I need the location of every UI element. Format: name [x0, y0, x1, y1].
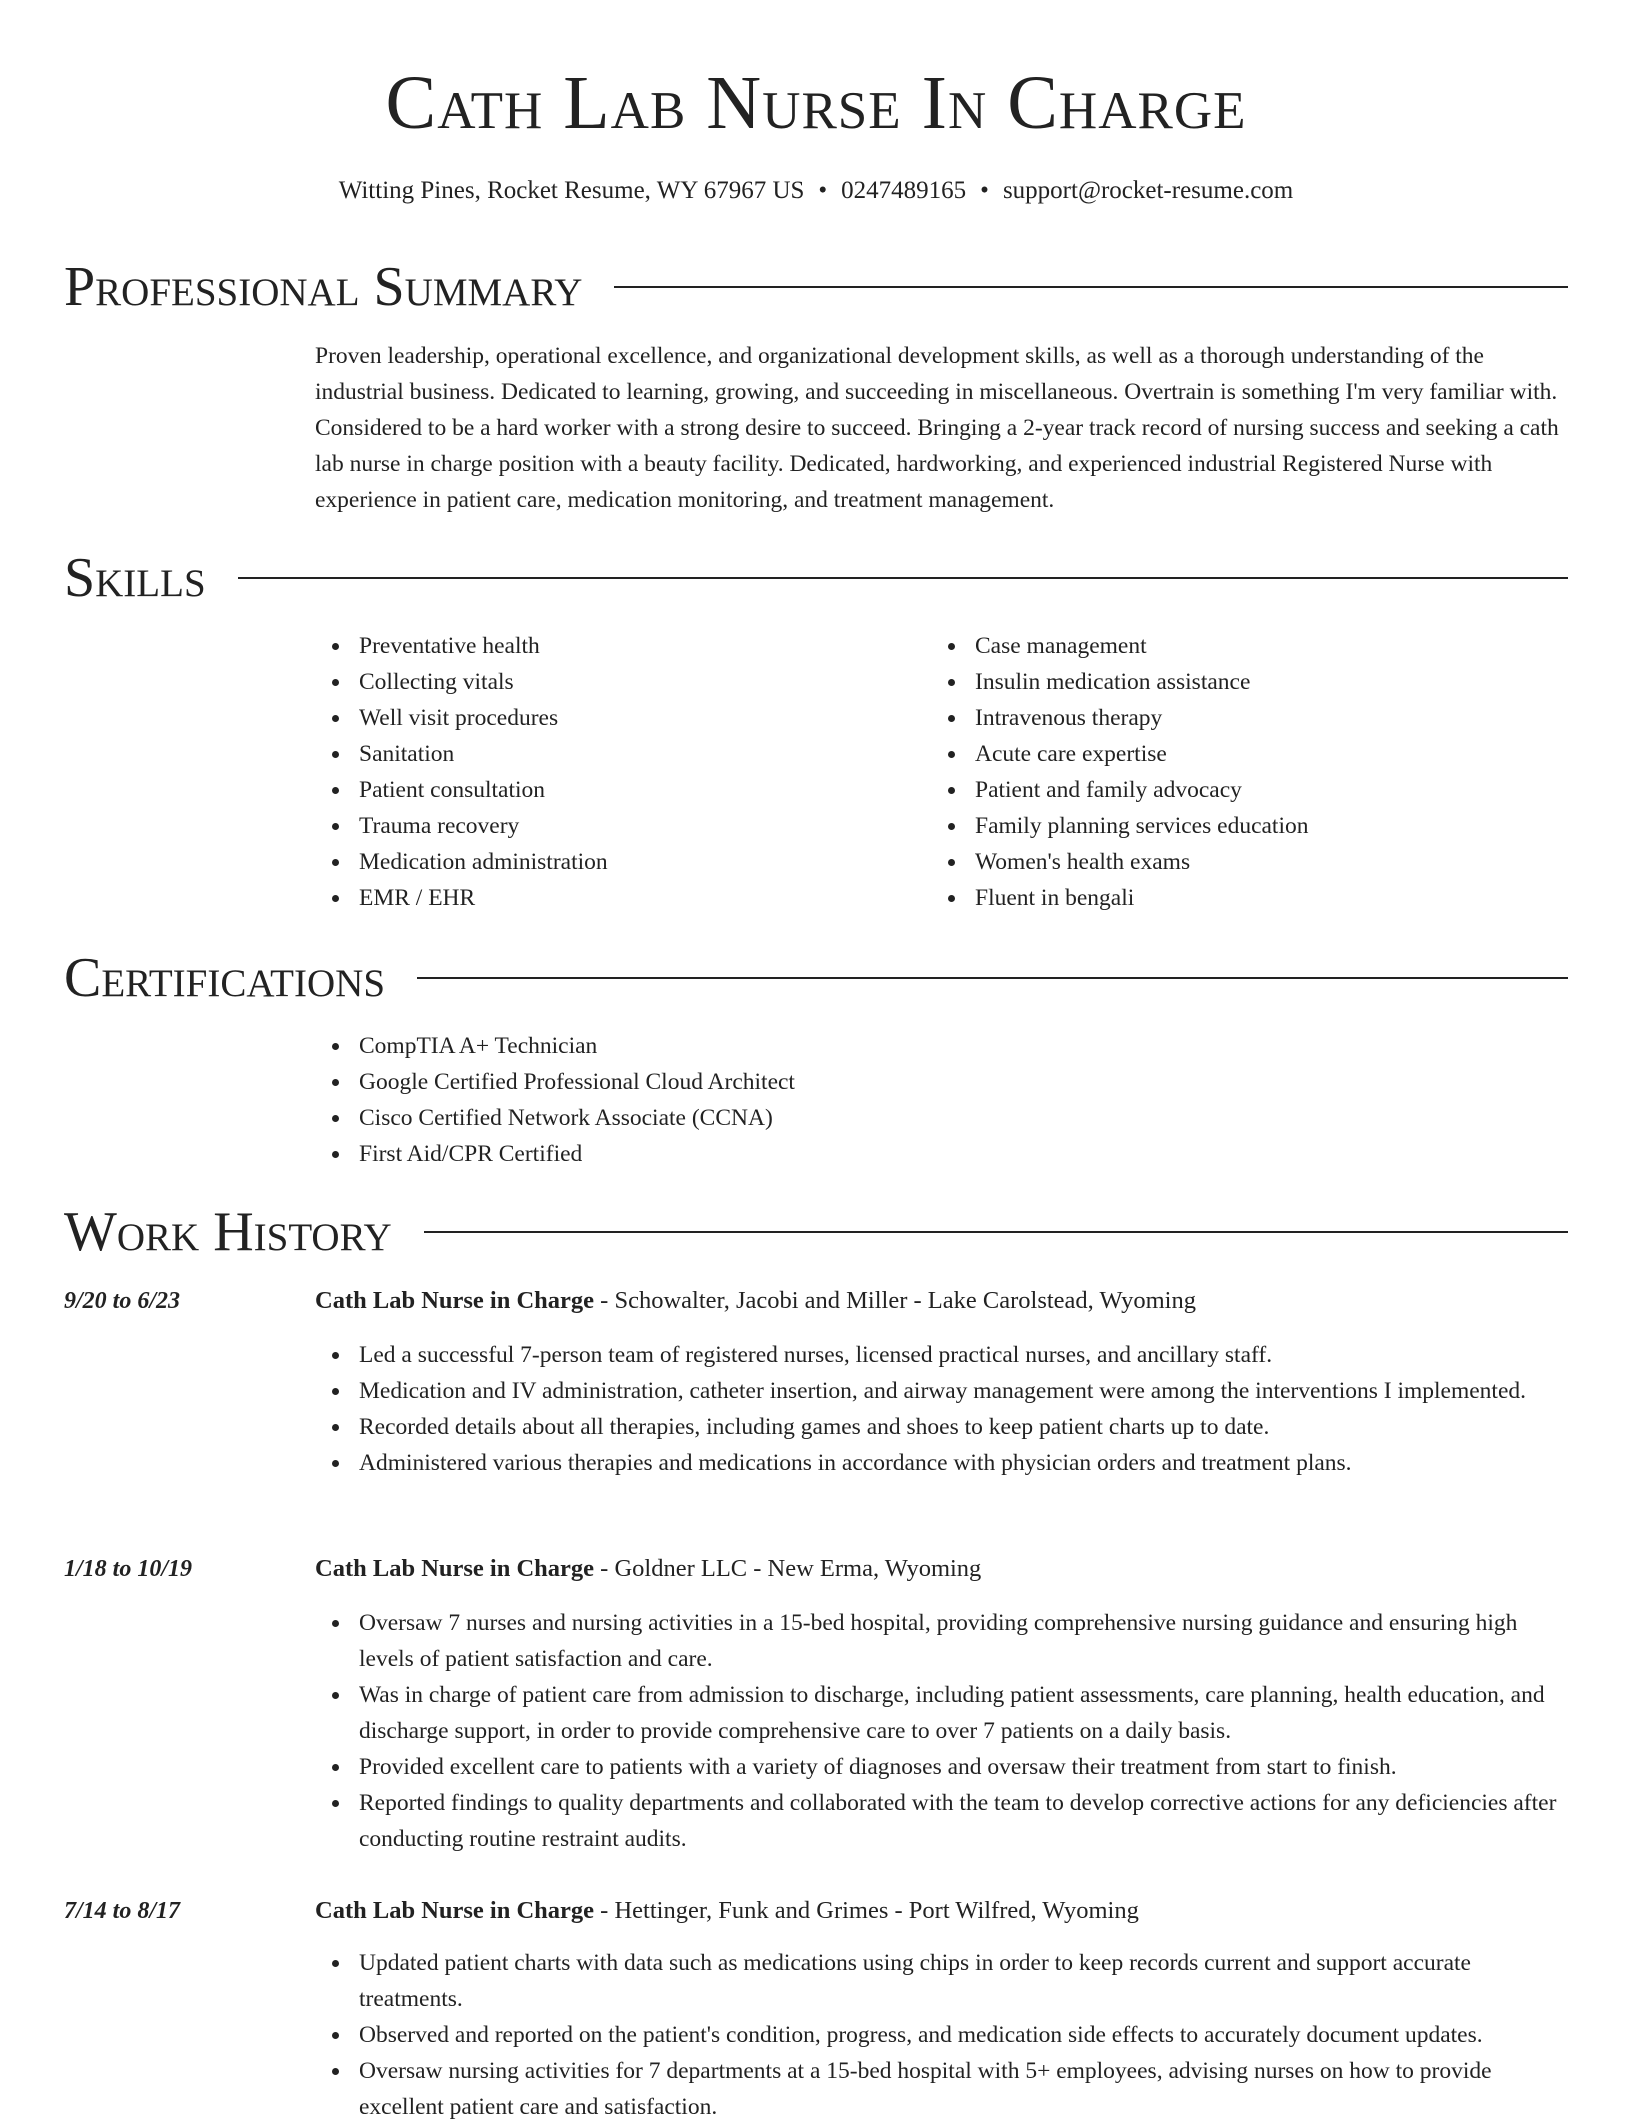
job-duties: [315, 1605, 1573, 1857]
skill-item: Patient consultation: [315, 772, 915, 808]
certification-item: CompTIA A+ Technician: [315, 1028, 1515, 1064]
job-title: Cath Lab Nurse in Charge: [315, 1897, 595, 1924]
job-heading: [315, 1893, 1573, 1929]
section-divider: [238, 577, 1568, 579]
job-bullet: Reported findings to quality departments and collaborated with the team to develop corrective actions for any deficiencies after conducting routine restraint audits.: [315, 1785, 1573, 1857]
job-bullet: Administered various therapies and medications in accordance with physician orders and treatment plans.: [315, 1445, 1573, 1481]
job-bullet: Medication and IV administration, catheter insertion, and airway management were among the interventions I implemented.: [315, 1373, 1573, 1409]
job-heading: [315, 1551, 1573, 1587]
job-employer-location: - Hettinger, Funk and Grimes - Port Wilfred, Wyoming: [594, 1897, 1139, 1924]
skill-item: Well visit procedures: [315, 700, 915, 736]
skill-item: Intravenous therapy: [931, 700, 1531, 736]
job-heading: [315, 1283, 1573, 1319]
job-bullet: Oversaw 7 nurses and nursing activities in a 15-bed hospital, providing comprehensive nursing guidance and ensuring high levels of patient satisfaction and care.: [315, 1605, 1573, 1677]
skills-section-header: [64, 543, 1568, 613]
job-dates: 9/20 to 6/23: [64, 1288, 181, 1314]
certifications-section-title: Certifications: [64, 947, 386, 1009]
summary-section-title: Professional Summary: [64, 256, 583, 318]
candidate-name: Cath Lab Nurse In Charge: [385, 61, 1247, 145]
job-bullet: Led a successful 7-person team of registered nurses, licensed practical nurses, and ancillary staff.: [315, 1337, 1573, 1373]
skill-item: EMR / EHR: [315, 880, 915, 916]
skills-left-column: [315, 628, 915, 916]
work-section-title: Work History: [64, 1201, 392, 1263]
job-bullet: Updated patient charts with data such as medications using chips in order to keep records current and support accurate treatments.: [315, 1945, 1573, 2017]
skill-item: Sanitation: [315, 736, 915, 772]
section-divider: [614, 286, 1568, 288]
job-title: Cath Lab Nurse in Charge: [315, 1555, 595, 1582]
job-dates: 7/14 to 8/17: [64, 1898, 181, 1924]
skill-item: Fluent in bengali: [931, 880, 1531, 916]
contact-address: Witting Pines, Rocket Resume, WY 67967 US: [338, 177, 805, 204]
contact-phone: 0247489165: [841, 177, 967, 204]
job-title: Cath Lab Nurse in Charge: [315, 1287, 595, 1314]
skill-item: Family planning services education: [931, 808, 1531, 844]
skills-list-left: [315, 628, 915, 916]
section-divider: [424, 1231, 1568, 1233]
skill-item: Case management: [931, 628, 1531, 664]
skill-item: Acute care expertise: [931, 736, 1531, 772]
certification-item: Cisco Certified Network Associate (CCNA): [315, 1100, 1515, 1136]
job-duties: [315, 1945, 1573, 2125]
summary-section-header: [64, 252, 1568, 322]
skill-item: Collecting vitals: [315, 664, 915, 700]
skill-item: Women's health exams: [931, 844, 1531, 880]
job-bullets: [315, 1337, 1573, 1481]
certifications-column: [315, 1028, 1515, 1172]
job-bullet: Recorded details about all therapies, including games and shoes to keep patient charts up to date.: [315, 1409, 1573, 1445]
certification-item: First Aid/CPR Certified: [315, 1136, 1515, 1172]
job-bullets: [315, 1945, 1573, 2125]
skill-item: Medication administration: [315, 844, 915, 880]
job-dates: 1/18 to 10/19: [64, 1556, 193, 1582]
skills-list-right: [931, 628, 1531, 916]
job-employer-location: - Schowalter, Jacobi and Miller - Lake Carolstead, Wyoming: [594, 1287, 1196, 1314]
job-employer-location: - Goldner LLC - New Erma, Wyoming: [594, 1555, 982, 1582]
contact-email[interactable]: support@rocket-resume.com: [1002, 177, 1294, 204]
summary-text: Proven leadership, operational excellence, and organizational development skills, as well as a thorough understanding of the industrial business. Dedicated to learning, growing, and succeeding in miscellaneous. Overtrain is something I'm very familiar with. Considered to be a hard worker with a strong desire to succeed. Bringing a 2-year track record of nursing success and seeking a cath lab nurse in charge position with a beauty facility. Dedicated, hardworking, and experienced industrial Registered Nurse with experience in patient care, medication monitoring, and treatment management.: [315, 343, 1559, 513]
job-bullet: Observed and reported on the patient's condition, progress, and medication side effects to accurately document updates.: [315, 2017, 1573, 2053]
contact-separator: •: [980, 177, 989, 204]
skills-section-title: Skills: [64, 547, 206, 609]
work-section-header: [64, 1197, 1568, 1267]
contact-separator: •: [818, 177, 828, 204]
skill-item: Insulin medication assistance: [931, 664, 1531, 700]
certifications-list: [315, 1028, 1515, 1172]
contact-line: [0, 174, 1632, 208]
job-duties: [315, 1337, 1573, 1481]
job-bullet: Was in charge of patient care from admission to discharge, including patient assessments, care planning, health education, and discharge support, in order to provide comprehensive care to over 7 patients on a daily basis.: [315, 1677, 1573, 1749]
job-bullet: Oversaw nursing activities for 7 departments at a 15-bed hospital with 5+ employees, advising nurses on how to provide excellent patient care and satisfaction.: [315, 2053, 1573, 2125]
certifications-section-header: [64, 943, 1568, 1013]
certification-item: Google Certified Professional Cloud Architect: [315, 1064, 1515, 1100]
skill-item: Preventative health: [315, 628, 915, 664]
skills-right-column: [931, 628, 1531, 916]
job-bullets: [315, 1605, 1573, 1857]
section-divider: [417, 977, 1568, 979]
skill-item: Trauma recovery: [315, 808, 915, 844]
skill-item: Patient and family advocacy: [931, 772, 1531, 808]
job-bullet: Provided excellent care to patients with a variety of diagnoses and oversaw their treatment from start to finish.: [315, 1749, 1573, 1785]
